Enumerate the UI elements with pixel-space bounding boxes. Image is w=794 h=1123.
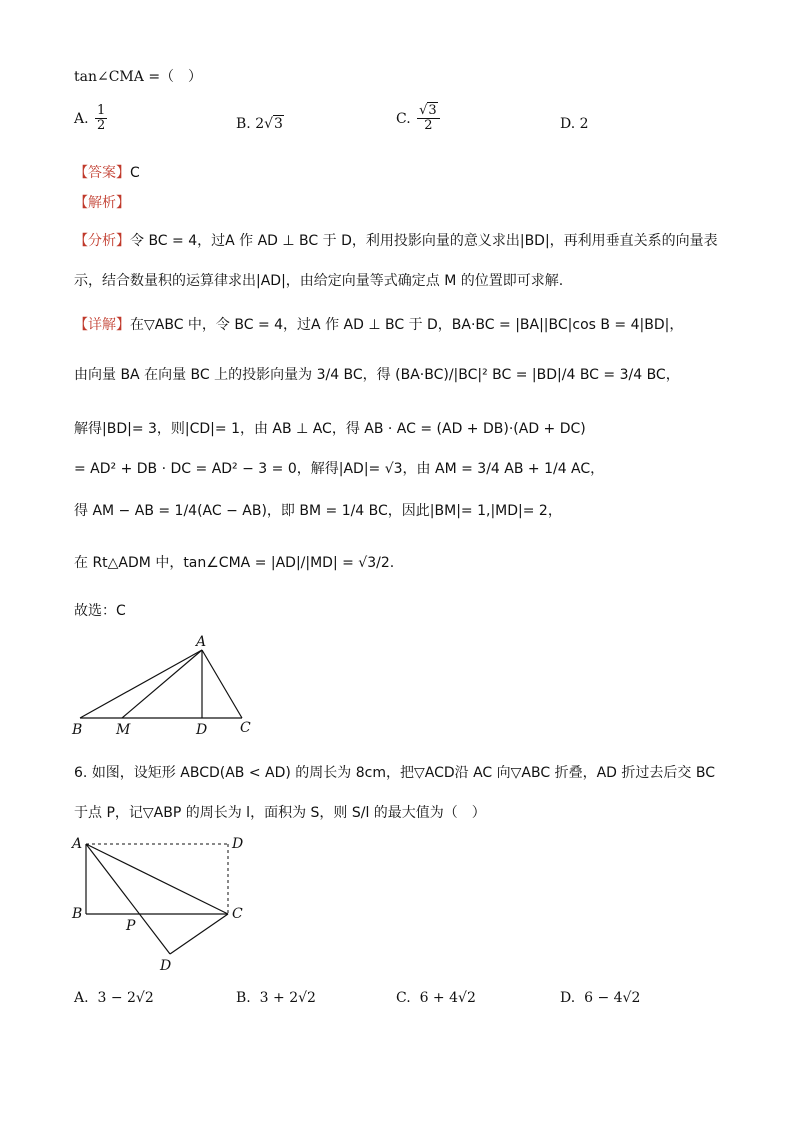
fenxi-line1: 【分析】令 BC = 4，过A 作 AD ⊥ BC 于 D，利用投影向量的意义求出|BD|，再利用垂直关系的向量表 (74, 233, 718, 249)
label-b: B (72, 722, 83, 738)
q6-line2: 于点 P，记▽ABP 的周长为 l，面积为 S，则 S/l 的最大值为（ ） (74, 805, 486, 821)
q5-option-c: C. $\frac{√3}{2}$ (396, 104, 442, 134)
detail-line6: 在 Rt△ADM 中，tan∠CMA = |AD|/|MD| = √3/2. (74, 555, 395, 571)
q5-option-a: A. $\frac{1}{2}$ (74, 103, 106, 134)
q6-option-d: D. 6 − 4√2 (560, 990, 641, 1006)
q6-option-a: A. 3 − 2√2 (74, 990, 154, 1006)
q5-option-d: D. 2 (560, 116, 589, 132)
segment-am (122, 650, 202, 718)
detail-line5: 得 AM − AB = 1/4(AC − AB)，即 BM = 1/4 BC，因此|BM|= 1,|MD|= 2， (74, 503, 562, 519)
q5-stem-tail: tan∠CMA =（ ） (74, 69, 203, 85)
label-a2: A (72, 836, 83, 852)
segment-dc-folded (170, 914, 228, 954)
segment-ab (80, 650, 202, 718)
segment-ac (202, 650, 242, 718)
triangle-figure (70, 630, 270, 740)
label-c: C (240, 720, 251, 736)
label-d-top: D (232, 836, 244, 852)
detail-line4: = AD² + DB · DC = AD² − 3 = 0，解得|AD|= √3，由 AM = 3/4 AB + 1/4 AC， (74, 461, 605, 477)
label-b2: B (72, 906, 83, 922)
conclusion: 故选：C (74, 603, 126, 619)
q6-option-b: B. 3 + 2√2 (236, 990, 316, 1006)
label-p: P (126, 918, 136, 934)
segment-ad-folded (86, 844, 170, 954)
answer-line: 【答案】C (74, 165, 140, 181)
q6-option-c: C. 6 + 4√2 (396, 990, 476, 1006)
detail-line2: 由向量 BA 在向量 BC 上的投影向量为 3/4 BC，得 (BA·BC)/|BC|² BC = |BD|/4 BC = 3/4 BC， (74, 367, 680, 383)
segment-ac2 (86, 844, 228, 914)
rectangle-figure (66, 832, 266, 974)
q6-line1: 6. 如图，设矩形 ABCD(AB < AD) 的周长为 8cm，把▽ACD沿 AC 向▽ABC 折叠，AD 折过去后交 BC (74, 765, 715, 781)
label-d: D (196, 722, 208, 738)
label-m: M (116, 722, 131, 738)
detail-line1: 【详解】在▽ABC 中，令 BC = 4，过A 作 AD ⊥ BC 于 D，BA·BC = |BA||BC|cos B = 4|BD|， (74, 317, 684, 333)
analysis-tag: 【解析】 (74, 195, 130, 211)
q5-option-b: B. 2√3 (236, 116, 283, 132)
label-c2: C (232, 906, 243, 922)
detail-line3: 解得|BD|= 3，则|CD|= 1，由 AB ⊥ AC，得 AB · AC = (AD + DB)·(AD + DC) (74, 421, 586, 437)
fenxi-line2: 示，结合数量积的运算律求出|AD|，由给定向量等式确定点 M 的位置即可求解. (74, 273, 564, 289)
label-d-bottom: D (160, 958, 172, 974)
label-a: A (196, 634, 207, 650)
